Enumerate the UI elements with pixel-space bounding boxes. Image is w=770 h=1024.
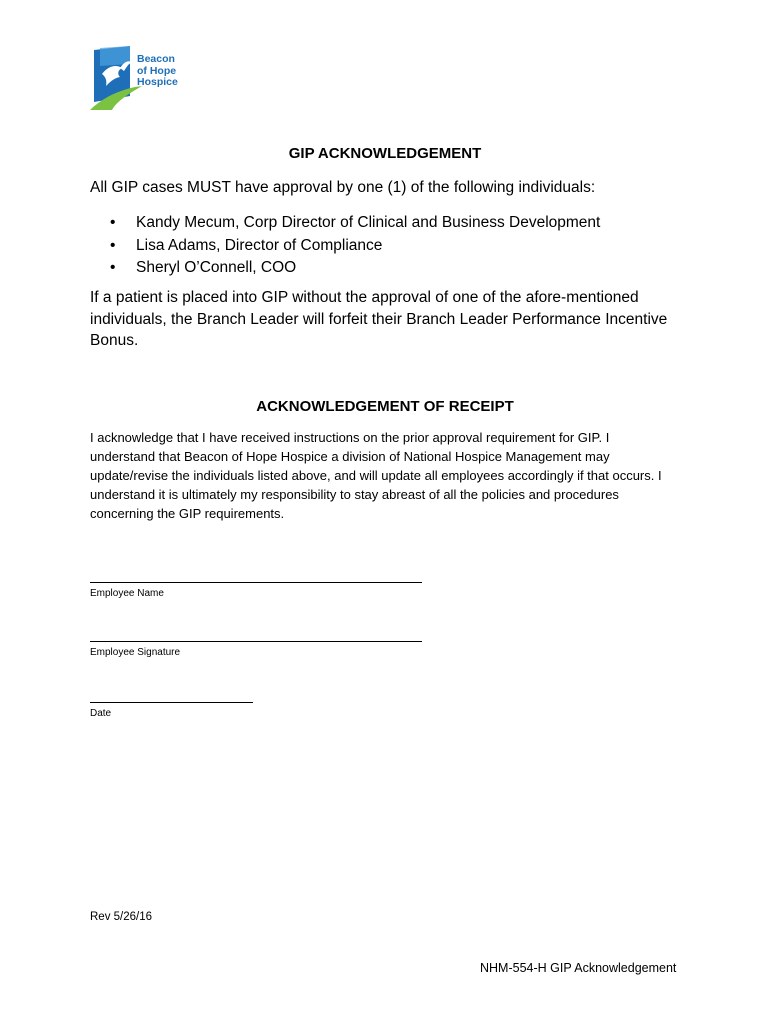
intro-text: All GIP cases MUST have approval by one (1) of the following individuals: (90, 179, 596, 196)
approver-name: Lisa Adams, Director of Compliance (136, 236, 383, 254)
employee-signature-label: Employee Signature (90, 647, 181, 658)
logo-text: Beacon of Hope Hospice (137, 53, 178, 88)
receipt-paragraph: I acknowledge that I have received instructions on the prior approval requirement for GIP. I understand that Beacon of Hope Hospice a division of National Hospice Management may update/revise the individuals listed above, and will update all employees accordingly if that occurs. I understand it is ultimately my responsibility to stay abreast of all the policies and procedures concerning the GIP requirements. (90, 430, 662, 521)
revision-date: Rev 5/26/16 (90, 911, 153, 923)
employee-name-line[interactable] (90, 582, 422, 583)
list-item (110, 212, 600, 235)
page-title: GIP ACKNOWLEDGEMENT (288, 145, 482, 162)
employee-signature-line[interactable] (90, 641, 422, 642)
employee-name-label: Employee Name (90, 588, 164, 599)
date-line[interactable] (90, 702, 253, 703)
policy-paragraph: If a patient is placed into GIP without the approval of one of the afore-mentioned individuals, the Branch Leader will forfeit their Branch Leader Performance Incentive Bonus. (90, 289, 668, 349)
bullet-icon: • (110, 236, 116, 254)
list-item (110, 257, 600, 280)
date-label: Date (90, 708, 112, 719)
beacon-of-hope-logo (90, 44, 186, 112)
approver-list (110, 212, 600, 280)
receipt-title: ACKNOWLEDGEMENT OF RECEIPT (256, 398, 514, 415)
form-footer: NHM-554-H GIP Acknowledgement (480, 961, 677, 975)
list-item (110, 235, 600, 258)
approver-name: Sheryl O’Connell, COO (136, 259, 297, 276)
bullet-icon: • (110, 259, 116, 276)
bullet-icon: • (110, 214, 116, 231)
approver-name: Kandy Mecum, Corp Director of Clinical and Business Development (136, 214, 601, 231)
